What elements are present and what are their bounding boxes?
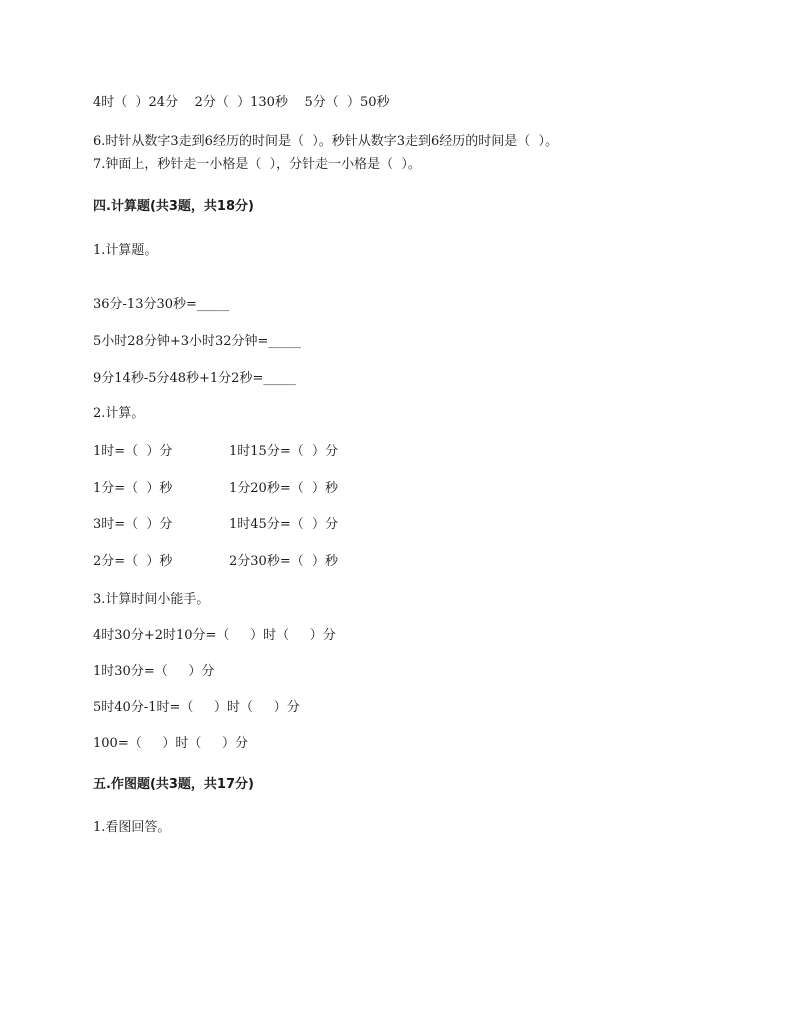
question-6: 6.时针从数字3走到6经历的时间是（ ）。秒针从数字3走到6经历的时间是（ ）。	[93, 134, 559, 149]
s4-q3-title: 3.计算时间小能手。	[93, 592, 210, 607]
s4-q3-item-1: 4时30分+2时10分=（ ）时（ ）分	[93, 628, 336, 643]
s4-q2-right-2: 1分20秒=（ ）秒	[229, 481, 338, 496]
s4-q2-left-3: 3时=（ ）分	[93, 517, 173, 532]
s4-q1-item-3: 9分14秒-5分48秒+1分2秒=_____	[93, 371, 296, 386]
s4-q2-right-4: 2分30秒=（ ）秒	[229, 554, 338, 569]
s4-q2-right-3: 1时45分=（ ）分	[229, 517, 338, 532]
s4-q1-item-2: 5小时28分钟+3小时32分钟=_____	[93, 334, 301, 349]
s4-q3-item-2: 1时30分=（ ）分	[93, 664, 215, 679]
compare-row: 4时（ ）24分 2分（ ）130秒 5分（ ）50秒	[93, 95, 390, 110]
s4-q2-left-4: 2分=（ ）秒	[93, 554, 173, 569]
s4-q2-left-1: 1时=（ ）分	[93, 444, 173, 459]
section-4-heading: 四.计算题(共3题，共18分)	[93, 199, 254, 214]
s4-q3-item-4: 100=（ ）时（ ）分	[93, 736, 249, 751]
s4-q2-left-2: 1分=（ ）秒	[93, 481, 173, 496]
section-5-heading: 五.作图题(共3题，共17分)	[93, 777, 254, 792]
s4-q3-item-3: 5时40分-1时=（ ）时（ ）分	[93, 700, 300, 715]
s4-q2-right-1: 1时15分=（ ）分	[229, 444, 338, 459]
question-7: 7.钟面上，秒针走一小格是（ ），分针走一小格是（ ）。	[93, 157, 421, 172]
s5-q1-title: 1.看图回答。	[93, 820, 171, 835]
s4-q2-title: 2.计算。	[93, 406, 145, 421]
s4-q1-title: 1.计算题。	[93, 243, 158, 258]
s4-q1-item-1: 36分-13分30秒=_____	[93, 297, 230, 312]
